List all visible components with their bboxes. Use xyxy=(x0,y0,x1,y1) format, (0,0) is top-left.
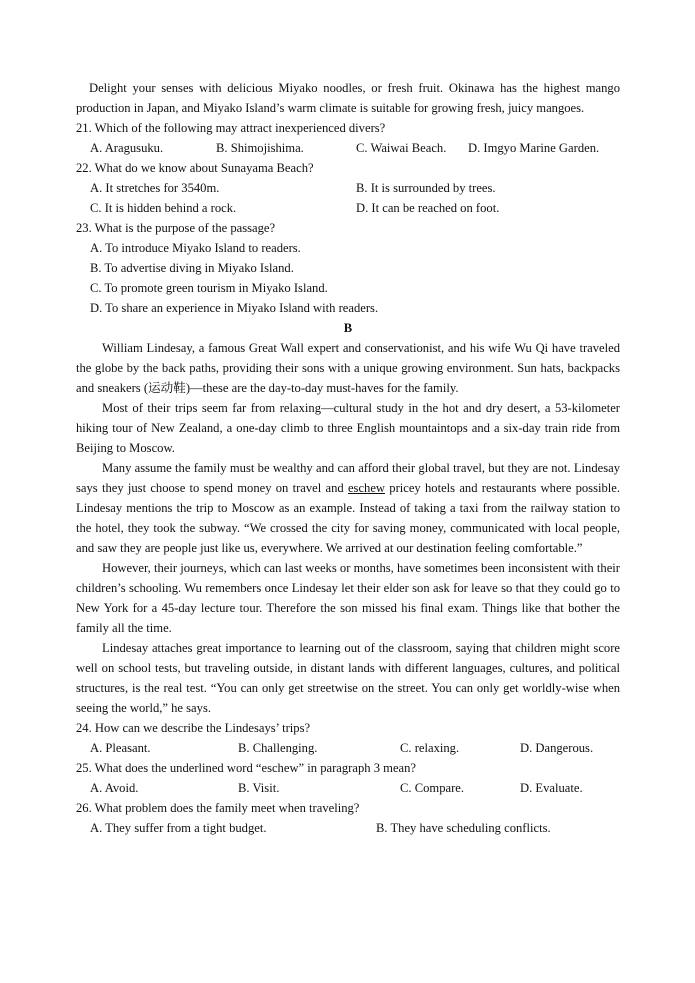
q25-options xyxy=(76,778,620,798)
q22-options-row2 xyxy=(76,198,620,218)
q23-option-a[interactable]: A. To introduce Miyako Island to readers. xyxy=(90,241,301,255)
passage-b-paragraph-2: Most of their trips seem far from relaxing—cultural study in the hot and dry desert, a 53-kilometer hiking tour of New Zealand, a one-day climb to three English mountaintops and a six-day train ride from Beijing to Moscow. xyxy=(76,401,620,455)
q21-option-b[interactable]: B. Shimojishima. xyxy=(216,141,304,155)
q21-options xyxy=(76,138,620,158)
q26-options xyxy=(76,818,620,838)
q25-stem: 25. What does the underlined word “eschew” in paragraph 3 mean? xyxy=(76,761,417,775)
q26-option-b[interactable]: B. They have scheduling conflicts. xyxy=(376,821,551,835)
q25-option-b[interactable]: B. Visit. xyxy=(238,781,280,795)
p3-text-before: Many assume the family must be wealthy and can afford their global travel, but they are not. Lindesay says they just choose to spend money on travel and xyxy=(76,461,620,495)
q22-option-a[interactable]: A. It stretches for 3540m. xyxy=(90,181,220,195)
underlined-word-eschew: eschew xyxy=(347,481,386,495)
q24-stem: 24. How can we describe the Lindesays’ trips? xyxy=(76,721,311,735)
section-b-heading: B xyxy=(343,321,353,335)
q24-options xyxy=(76,738,620,758)
passage-b-paragraph-5: Lindesay attaches great importance to learning out of the classroom, saying that children might score well on school tests, but traveling outside, in distant lands with different languages, cultures, and political structures, is the real test. “You can only get streetwise on the street. You can only get worldly-wise when seeing the world,” he says. xyxy=(76,641,620,715)
q21-option-a[interactable]: A. Aragusuku. xyxy=(90,141,164,155)
q22-stem: 22. What do we know about Sunayama Beach? xyxy=(76,161,314,175)
q22-option-d[interactable]: D. It can be reached on foot. xyxy=(356,201,500,215)
q25-option-d[interactable]: D. Evaluate. xyxy=(520,781,583,795)
passage-b-paragraph-3 xyxy=(76,458,620,558)
q25-option-c[interactable]: C. Compare. xyxy=(400,781,465,795)
q22-option-b[interactable]: B. It is surrounded by trees. xyxy=(356,181,496,195)
q26-option-a[interactable]: A. They suffer from a tight budget. xyxy=(90,821,267,835)
q23-option-c[interactable]: C. To promote green tourism in Miyako Island. xyxy=(90,281,328,295)
q22-option-c[interactable]: C. It is hidden behind a rock. xyxy=(90,201,237,215)
exam-page xyxy=(76,78,620,838)
q23-option-b[interactable]: B. To advertise diving in Miyako Island. xyxy=(90,261,294,275)
q24-option-a[interactable]: A. Pleasant. xyxy=(90,741,151,755)
passage-b-paragraph-4: However, their journeys, which can last weeks or months, have sometimes been inconsistent with their children’s schooling. Wu remembers once Lindesay let their elder son ask for leave so that they could go to New York for a 45-day lecture tour. Therefore the son missed his final exam. Things like that bother the family all the time. xyxy=(76,561,620,635)
q21-option-c[interactable]: C. Waiwai Beach. xyxy=(356,141,447,155)
q23-option-d[interactable]: D. To share an experience in Miyako Island with readers. xyxy=(90,301,379,315)
p3-text-after: pricey hotels and restaurants where possible. Lindesay mentions the trip to Moscow as an example. Instead of taking a taxi from the railway station to the hotel, they took the subway. “We crossed the city for saving money, communicated with local people, and saw they are people just like us, everywhere. We arrived at our destination feeling comfortable.” xyxy=(76,481,620,555)
q25-option-a[interactable]: A. Avoid. xyxy=(90,781,139,795)
q23-stem: 23. What is the purpose of the passage? xyxy=(76,221,276,235)
passage-a-paragraph: Delight your senses with delicious Miyako noodles, or fresh fruit. Okinawa has the highest mango production in Japan, and Miyako Island’s warm climate is suitable for growing fresh, juicy mangoes. xyxy=(76,81,620,115)
q24-option-b[interactable]: B. Challenging. xyxy=(238,741,318,755)
q24-option-d[interactable]: D. Dangerous. xyxy=(520,741,594,755)
q21-option-d[interactable]: D. Imgyo Marine Garden. xyxy=(468,141,600,155)
q24-option-c[interactable]: C. relaxing. xyxy=(400,741,460,755)
q22-options-row1 xyxy=(76,178,620,198)
passage-b-paragraph-1: William Lindesay, a famous Great Wall expert and conservationist, and his wife Wu Qi have traveled the globe by the back paths, providing their sons with a unique growing environment. Sun hats, backpacks and sneakers (运动鞋)—these are the day-to-day must-haves for the family. xyxy=(76,341,620,395)
q26-stem: 26. What problem does the family meet when traveling? xyxy=(76,801,360,815)
q21-stem: 21. Which of the following may attract inexperienced divers? xyxy=(76,121,386,135)
